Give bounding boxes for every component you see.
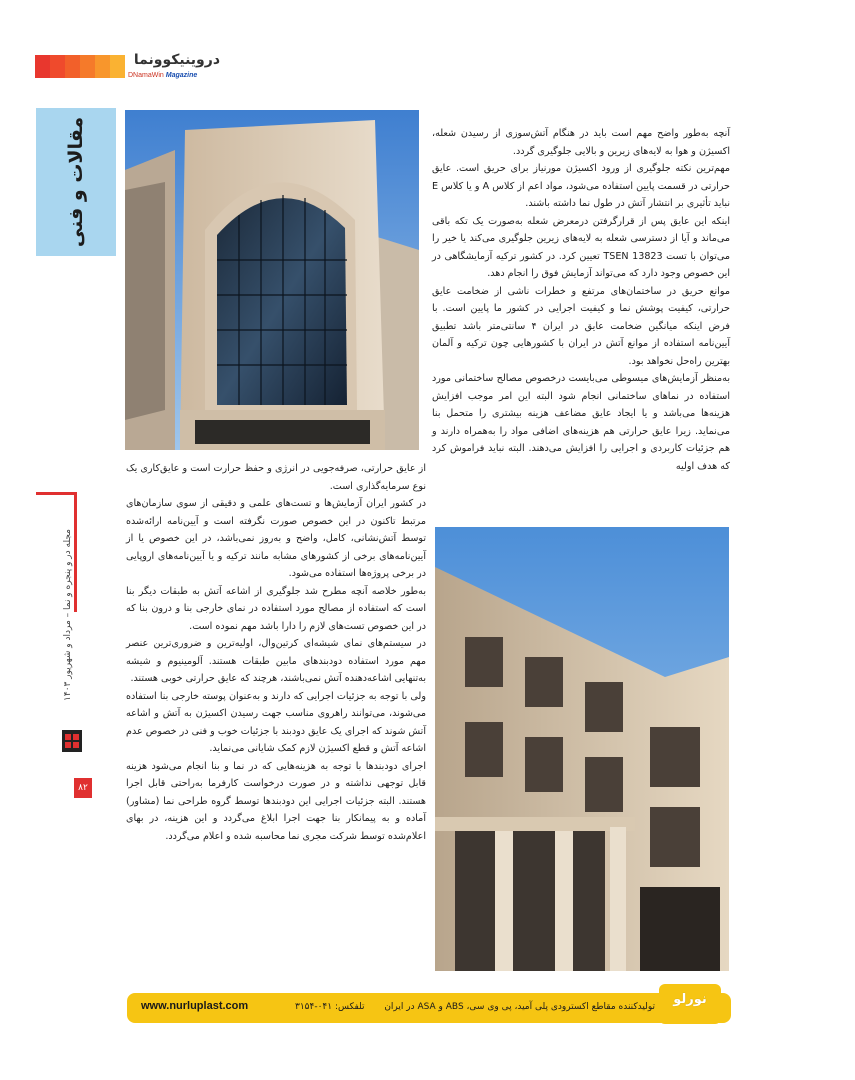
paragraph: به‌طور خلاصه آنچه مطرح شد جلوگیری از اشاعه آتش به طبقات دیگر بنا است که استفاده از مصالح مورد استفاده در نمای خارجی بنا و درون بنا که در این خصوص تست‌های لازم را دارا باشد مهم نموده است. [126, 585, 426, 632]
paragraph: آنچه به‌طور واضح مهم است باید در هنگام آتش‌سوزی از رسیدن شعله، اکسیژن و هوا به لایه‌های زیرین و بالایی جلوگیری گردد. [432, 128, 730, 157]
logo-sub-prefix: DNamaWin [128, 72, 164, 79]
paragraph: ولی با توجه به جزئیات اجرایی که دارند و به‌عنوان پوسته خارجی بنا استفاده می‌شوند، می‌توانند راهروی مناسب جهت رسیدن اکسیژن به آتش و اشاعه آتش شوند که اجرای یک عایق دودبند با جزئیات خوب و فنی در خصوص عدم اشاعه آتش و قطع اکسیژن لازم کمک شایانی می‌نماید. [126, 690, 426, 754]
magazine-logo [128, 52, 220, 86]
paragraph: موانع حریق در ساختمان‌های مرتفع و خطرات ناشی از ضخامت عایق حرارتی، کیفیت پوشش نما و کیفیت اجرایی در کشور ما پایین است. با فرض اینکه میانگین ضخامت عایق در ایران ۴ سانتی‌متر باشد تطبیق آیین‌نامه استفاده از موانع آتش در ایران با کشورهایی چون ترکیه و آلمان بهترین راه‌حل نخواهد بود. [432, 285, 730, 367]
magazine-info-text: مجله در و پنجره و نما – مرداد و شهریور ۱۴۰۳ [63, 529, 73, 701]
article-column-right [432, 125, 730, 475]
logo-sub-text [128, 72, 197, 79]
sidebar-divider [36, 492, 76, 495]
stripe-segment [95, 55, 110, 78]
page-number: ۸۲ [74, 778, 92, 798]
advertiser-description: تولیدکننده مقاطع اکسترودی پلی آمید، پی وی سی، ABS و ASA در ایران [384, 1002, 655, 1012]
paragraph: در سیستم‌های نمای شیشه‌ای کرتین‌وال، اولیه‌ترین و ضروری‌ترین عنصر مهم مورد استفاده دودبندهای مابین طبقات هستند. آلومینیوم و شیشه به‌تنهایی اشاعه‌دهنده آتش نمی‌باشند، هرچند که عایق حرارتی خوبی هستند. [126, 638, 426, 684]
logo-sub-suffix: Magazine [165, 72, 198, 79]
advertiser-phone: تلفکس: ۰۴۱-۳۱۵۴ [295, 1002, 365, 1012]
paragraph: اجرای دودبندها با توجه به هزینه‌هایی که در نما و بنا انجام می‌شود هزینه قابل توجهی نداشته و در صورت درخواست کارفرما به‌راحتی قابل اجرا هستند. البته جزئیات اجرایی این دودبندها توسط گروه طراحی نما (مشاور) آماده و به پیمانکار بنا جهت اجرا ابلاغ می‌گردد و این هزینه، در بهای اعلام‌شده توسط شرکت مجری نما محاسبه شده و اعلام می‌گردد. [126, 760, 426, 842]
paragraph: به‌منظر آزمایش‌های میسوطی می‌بایست درخصوص مصالح ساختمانی مورد استفاده در نماهای ساختمانی انجام شود البته این امر موجب افزایش هزینه‌ها می‌باشد و یا ایجاد عایق مضاعف هزینه بیشتری را متحمل بنا می‌نماید. زیرا عایق حرارتی هم هزینه‌های اضافی مواد را به‌همراه دارند و هم جزئیات کاربردی و اجرایی را افزایش می‌دهند. البته نباید فراموش کرد که هدف اولیه [432, 373, 730, 472]
stripe-segment [35, 55, 50, 78]
stripe-segment [80, 55, 95, 78]
advertiser-logo-text: نورلو [673, 992, 707, 1007]
building-photo-classic-facade [435, 527, 729, 971]
paragraph: اینکه این عایق پس از قرارگرفتن درمعرض شعله به‌صورت یک تکه باقی می‌ماند و آیا از دسترسی شعله به لایه‌های زیرین جلوگیری می‌کند یا خیر را می‌توان با تست TSEN 13823 تعیین کرد. در کشور ترکیه آزمایشگاهی در این خصوص وجود دارد که می‌تواند آزمایش فوق را انجام دهد. [432, 215, 730, 279]
section-label: مقالات و فنی [65, 116, 87, 248]
magazine-info [60, 520, 76, 710]
stripe-segment [50, 55, 65, 78]
advertiser-website-link[interactable]: www.nurluplast.com [141, 1000, 249, 1012]
section-tab [36, 108, 116, 256]
building-photo-glass-facade [125, 110, 419, 450]
footer-advertisement [127, 993, 731, 1023]
paragraph: از عایق حرارتی، صرفه‌جویی در انرژی و حفظ حرارت است و عایق‌کاری یک نوع سرمایه‌گذاری است. [126, 463, 426, 492]
article-column-left [126, 460, 426, 845]
logo-main-text: دروینیکوونما [133, 52, 220, 68]
header-color-stripe [35, 55, 125, 78]
stripe-segment [65, 55, 80, 78]
advertiser-logo [659, 984, 721, 1024]
magazine-brand-icon [60, 726, 84, 756]
paragraph: مهم‌ترین نکته جلوگیری از ورود اکسیژن مورنیاز برای حریق است. عایق حرارتی در قسمت پایین استفاده می‌شود، مواد اعم از کلاس A و یا کلاس E نباید تأثیری بر انتشار آتش در طول نما داشته باشند. [432, 163, 730, 209]
stripe-segment [110, 55, 125, 78]
paragraph: در کشور ایران آزمایش‌ها و تست‌های علمی و دقیقی از سوی سازمان‌های مرتبط تاکنون در این خصوص صورت نگرفته است و آیین‌نامه ارائه‌شده توسط آتش‌نشانی، کامل، واضح و به‌روز نمی‌باشد، در این خصوص یا از آیین‌نامه‌های برخی از کشورهای مشابه مانند ترکیه و یا آیین‌نامه‌های اروپایی در برخی پروژه‌ها استفاده می‌شود. [126, 498, 426, 579]
